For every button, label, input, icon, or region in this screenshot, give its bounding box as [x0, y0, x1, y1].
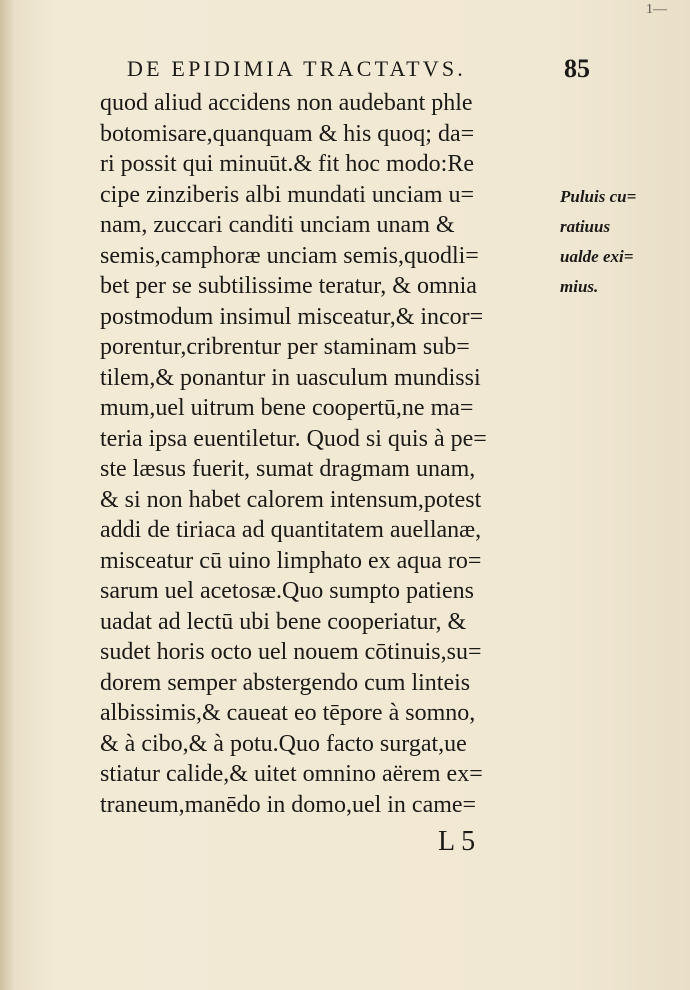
text-line: porentur,cribrentur per staminam sub=	[100, 334, 470, 360]
corner-mark: 1—	[646, 2, 667, 17]
page-gutter	[0, 0, 14, 990]
marginal-note-line: ratiuus	[560, 217, 611, 236]
text-line: teria ipsa euentiletur. Quod si quis à pe=	[100, 425, 487, 452]
text-line: mum,uel uitrum bene coopertū,ne ma=	[100, 395, 474, 421]
text-line: postmodum insimul misceatur,& incor=	[100, 303, 484, 330]
main-text-block	[100, 88, 558, 820]
text-line: semis,camphoræ unciam semis,quodli=	[100, 242, 479, 269]
signature-mark: L 5	[438, 826, 476, 857]
text-line: uadat ad lectū ubi bene cooperiatur, &	[100, 608, 467, 635]
text-line: misceatur cū uino limphato ex aqua ro=	[100, 547, 482, 574]
text-line: botomisare,quanquam & his quoq; da=	[100, 120, 475, 147]
marginal-note	[560, 182, 680, 302]
text-line: & si non habet calorem intensum,potest	[100, 486, 482, 513]
text-line: nam, zuccari canditi unciam unam &	[100, 212, 455, 238]
running-head: DE EPIDIMIA TRACTATVS.	[127, 56, 466, 81]
text-line: stiatur calide,& uitet omnino aërem ex=	[100, 761, 483, 787]
text-line: bet per se subtilissime teratur, & omnia	[100, 273, 477, 299]
text-line: ri possit qui minuūt.& fit hoc modo:Re	[100, 151, 474, 177]
text-line: sarum uel acetosæ.Quo sumpto patiens	[100, 578, 474, 604]
marginal-note-line: mius.	[560, 277, 599, 296]
text-line: tilem,& ponantur in uasculum mundissi	[100, 364, 481, 391]
page-number: 85	[564, 54, 590, 83]
text-line: & à cibo,& à potu.Quo facto surgat,ue	[100, 730, 467, 757]
text-line: quod aliud accidens non audebant phle	[100, 90, 473, 116]
text-line: dorem semper abstergendo cum linteis	[100, 669, 471, 696]
text-line: cipe zinziberis albi mundati unciam u=	[100, 181, 475, 208]
marginal-note-line: ualde exi=	[560, 247, 634, 266]
text-line: sudet horis octo uel nouem cōtinuis,su=	[100, 639, 482, 665]
text-line: traneum,manēdo in domo,uel in came=	[100, 791, 477, 818]
text-line: addi de tiriaca ad quantitatem auellanæ,	[100, 517, 482, 543]
text-line: albissimis,& caueat eo tēpore à somno,	[100, 700, 476, 726]
marginal-note-line: Puluis cu=	[560, 187, 637, 206]
text-line: ste læsus fuerit, sumat dragmam unam,	[100, 456, 476, 482]
